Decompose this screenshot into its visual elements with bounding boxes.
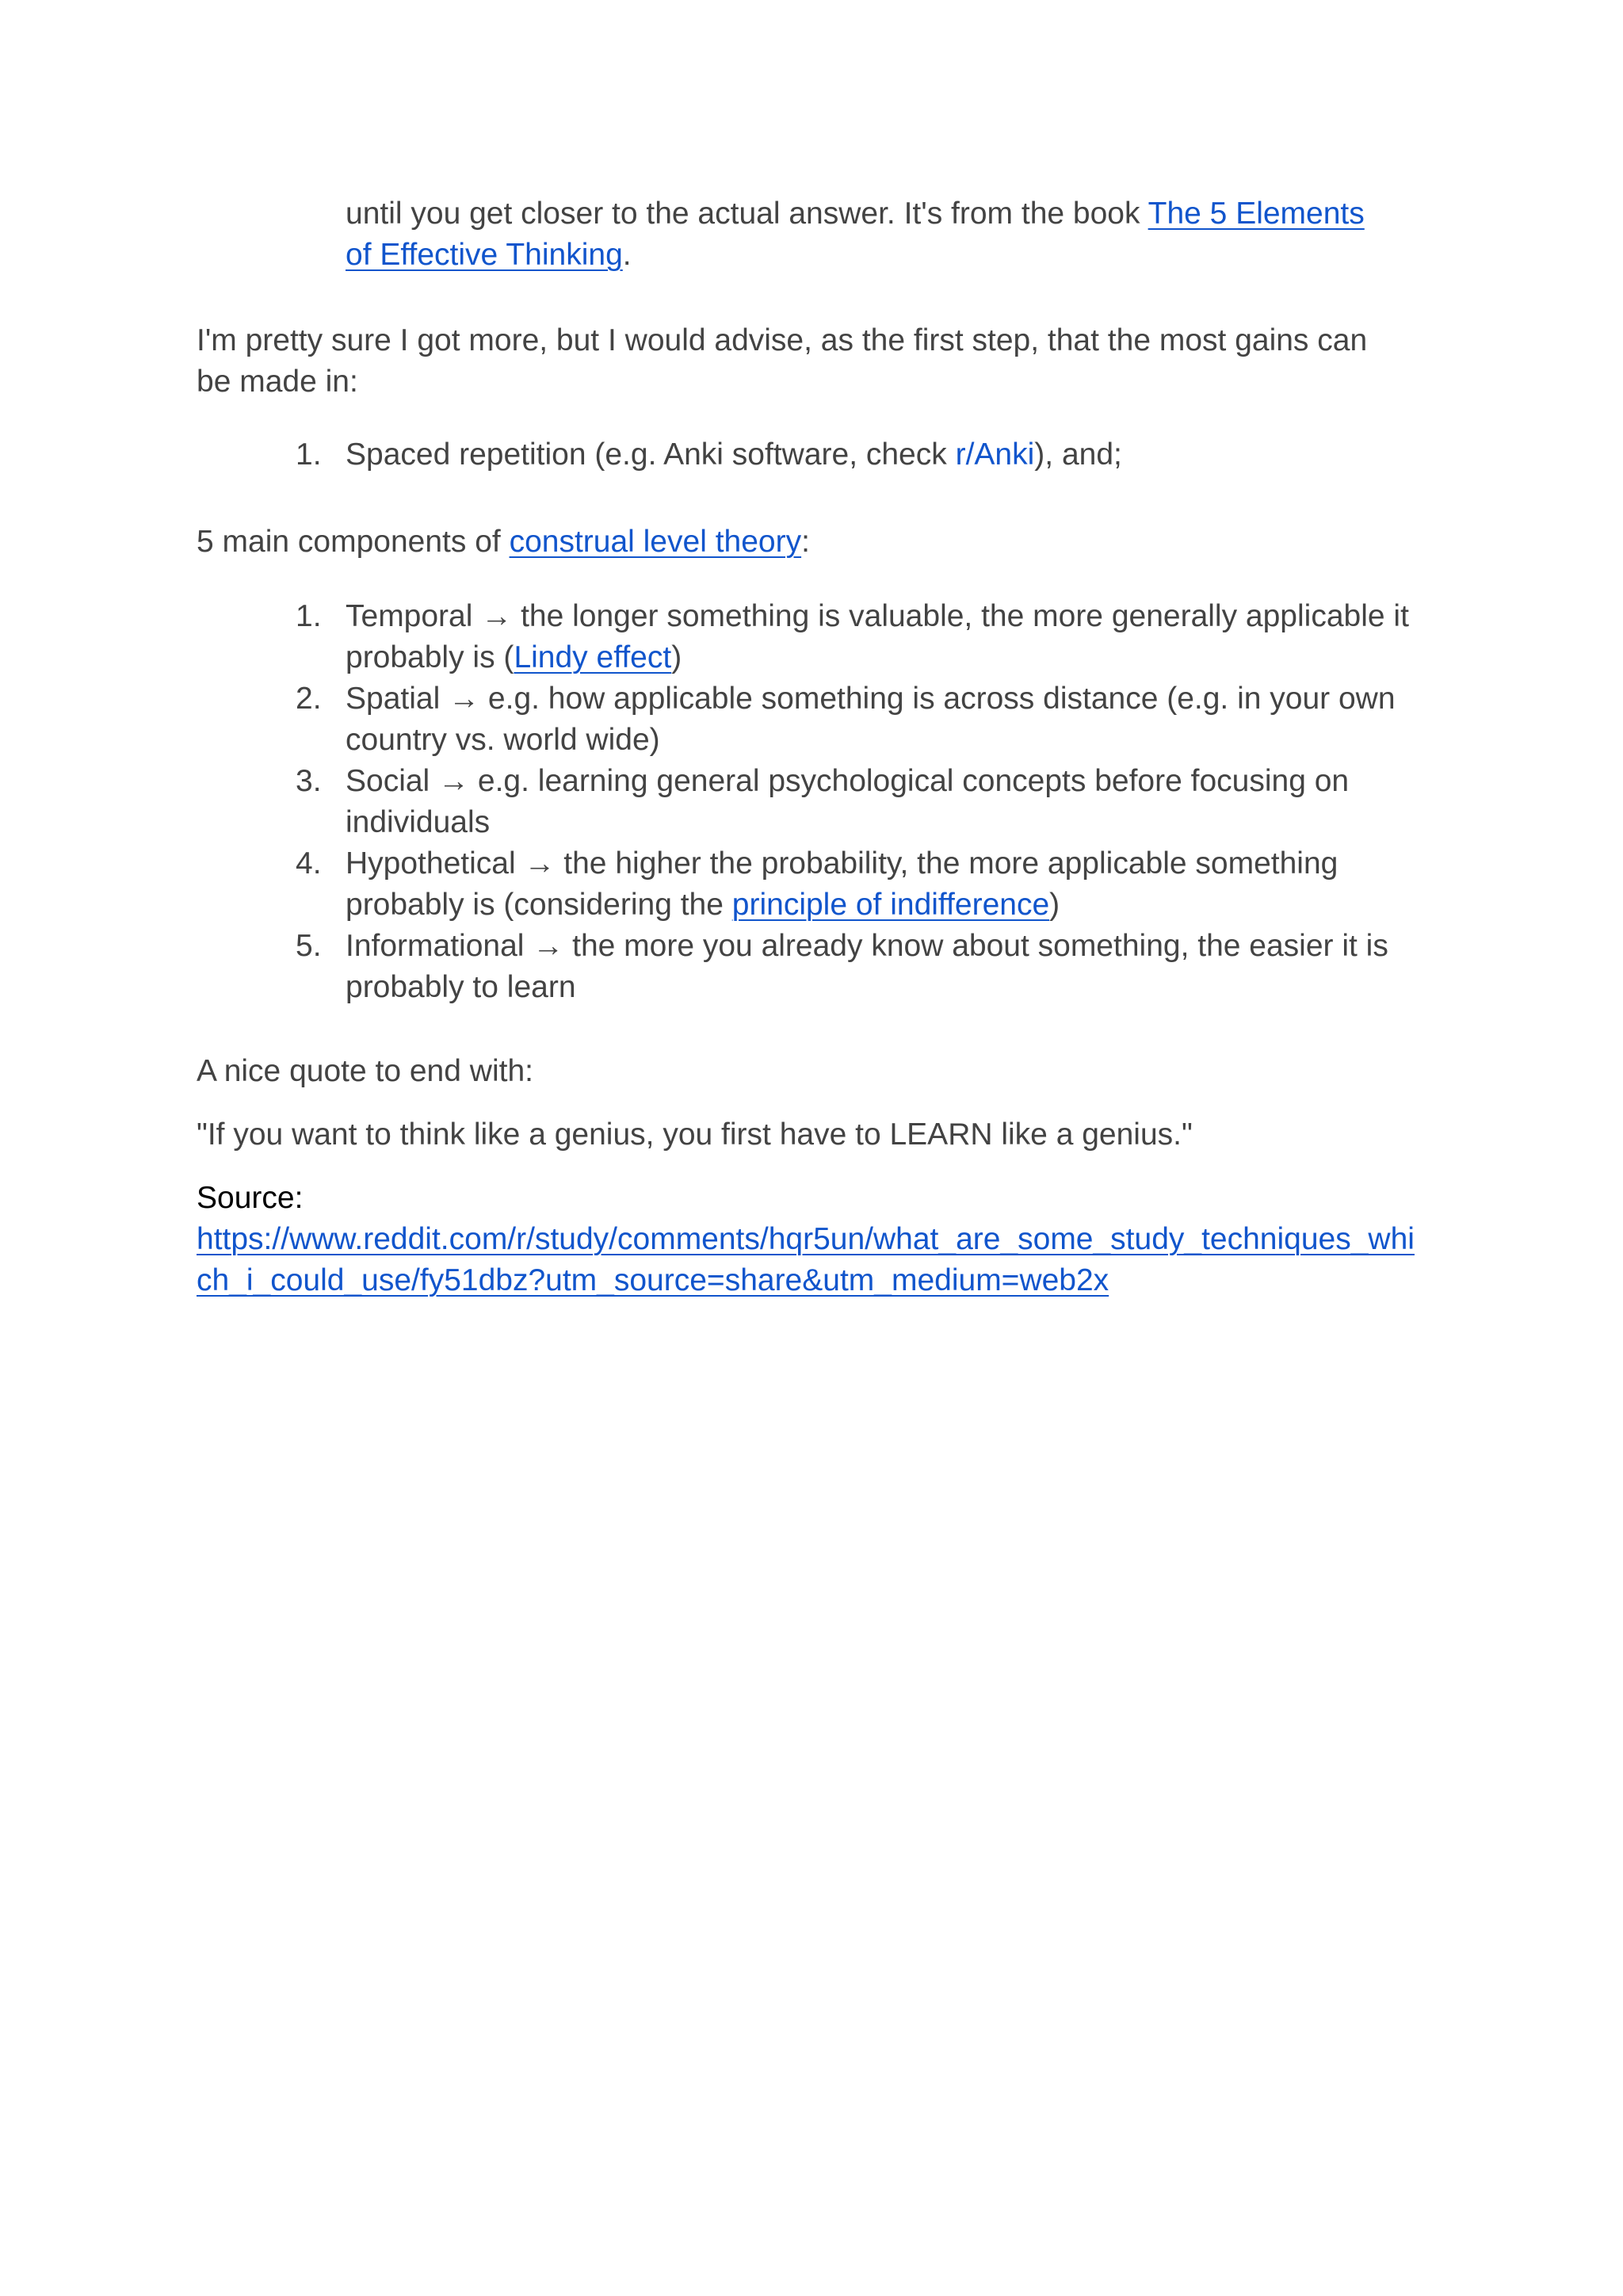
list-item-hypothetical: 4. Hypothetical → the higher the probability, the more applicable something probably is (considering the principle of indifference) (296, 846, 1338, 922)
book-link[interactable]: The 5 Elements of Effective Thinking (346, 197, 1365, 272)
source-url-link[interactable]: https://www.reddit.com/r/study/comments/hqr5un/what_are_some_study_techniques_which_i_could_use/fy51dbz?utm_source=share&utm_medium=web2x (197, 1222, 1415, 1297)
list-item-spatial: 2. Spatial → e.g. how applicable something is across distance (e.g. in your own country vs. world wide) (296, 682, 1396, 757)
list-item-continuation: until you get closer to the actual answer. It's from the book The 5 Elements of Effective Thinking. (346, 197, 1365, 272)
list-item-social: 3. Social → e.g. learning general psychological concepts before focusing on individuals (296, 764, 1350, 839)
list-item-temporal: 1. Temporal → the longer something is valuable, the more generally applicable it probably is (Lindy effect) (296, 599, 1409, 674)
source-block (197, 1178, 1417, 1301)
source-label: Source: (197, 1181, 304, 1215)
list-item: 1. Spaced repetition (e.g. Anki software, check r/Anki), and; (296, 437, 1122, 472)
list-item-informational: 5. Informational → the more you already know about something, the easier it is probably to learn (296, 929, 1388, 1004)
subreddit-link[interactable]: r/Anki (955, 437, 1035, 472)
construal-level-theory-link[interactable]: construal level theory (509, 525, 802, 559)
principle-of-indifference-link[interactable]: principle of indifference (731, 888, 1050, 922)
quote-text: "If you want to think like a genius, you first have to LEARN like a genius." (197, 1117, 1193, 1152)
paragraph-construal: 5 main components of construal level theory: (197, 525, 810, 559)
lindy-effect-link[interactable]: Lindy effect (514, 640, 672, 674)
paragraph-quote-intro: A nice quote to end with: (197, 1054, 533, 1088)
components-list (197, 596, 1433, 1008)
gains-list (197, 434, 1433, 476)
paragraph-advice: I'm pretty sure I got more, but I would advise, as the first step, that the most gains can be made in: (197, 323, 1368, 399)
